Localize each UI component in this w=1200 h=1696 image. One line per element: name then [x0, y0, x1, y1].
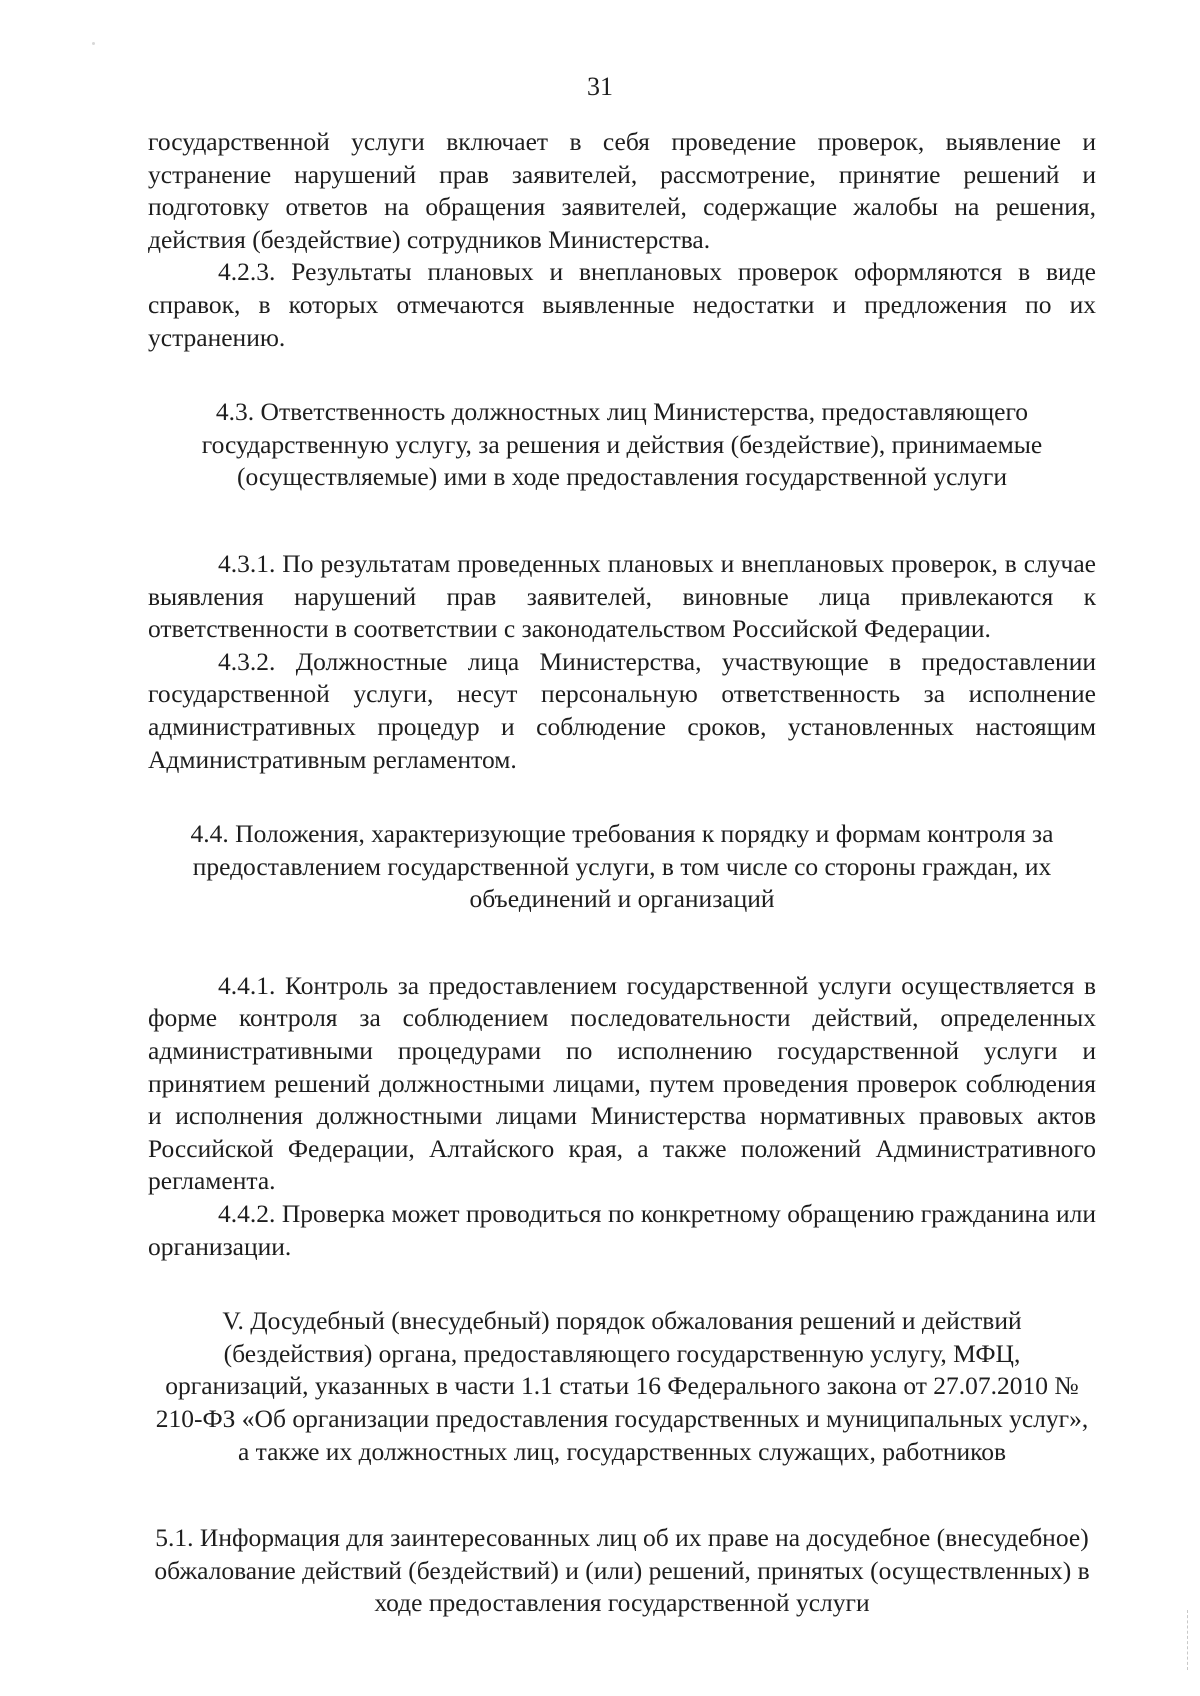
- section-heading-4-4: 4.4. Положения, характеризующие требования к порядку и формам контроля за предоставлением государственной услуги, в том числе со стороны граждан, их объединений и организаций: [190, 819, 1054, 914]
- paragraph-4-4-1: 4.4.1. Контроль за предоставлением государственной услуги осуществляется в форме контроля за соблюдением последовательности действий, определенных административными процедурами по исполнению государственной услуги и принятием решений должностными лицами, путем проведения проверок соблюдения и исполнения должностными лицами Министерства нормативных правовых актов Российской Федерации, Алтайского края, а также положений Административного регламента.: [148, 970, 1096, 1196]
- section-heading-4-3: 4.3. Ответственность должностных лиц Министерства, предоставляющего государственную услугу, за решения и действия (бездействие), принимаемые (осуществляемые) ими в ходе предоставления государственной услуги: [201, 397, 1043, 492]
- page-number: 31: [587, 72, 613, 101]
- paragraph-4-4-2: 4.4.2. Проверка может проводиться по конкретному обращению гражданина или организации.: [148, 1199, 1096, 1261]
- paragraph-4-2-3: 4.2.3. Результаты плановых и внеплановых проверок оформляются в виде справок, в которых отмечаются выявленные недостатки и предложения по их устранению.: [148, 257, 1096, 352]
- spacer: [148, 354, 1096, 396]
- spacer: [148, 494, 1096, 548]
- page-content: [148, 126, 1096, 1620]
- paragraph-4-3-2: 4.3.2. Должностные лица Министерства, участвующие в предоставлении государственной услуги, несут персональную ответственность за исполнение административных процедур и соблюдение сроков, установленных настоящим Административным регламентом.: [148, 646, 1096, 774]
- spacer: [148, 776, 1096, 818]
- spacer: [148, 916, 1096, 970]
- paragraph-continuation: государственной услуги включает в себя проведение проверок, выявление и устранение нарушений прав заявителей, рассмотрение, принятие решений и подготовку ответов на обращения заявителей, содержащие жалобы на решения, действия (бездействие) сотрудников Министерства.: [148, 127, 1096, 254]
- paragraph-4-3-1: 4.3.1. По результатам проведенных плановых и внеплановых проверок, в случае выявления нарушений прав заявителей, виновные лица привлекаются к ответственности в соответствии с законодательством Российской Федерации.: [148, 548, 1096, 644]
- spacer: [148, 1468, 1096, 1522]
- spacer: [148, 1263, 1096, 1305]
- section-heading-5-1: 5.1. Информация для заинтересованных лиц об их праве на досудебное (внесудебное) обжалование действий (бездействий) и (или) решений, принятых (осуществленных) в ходе предоставления государственной услуги: [154, 1523, 1090, 1618]
- scan-edge-mark: [1187, 1610, 1190, 1670]
- chapter-heading-V: V. Досудебный (внесудебный) порядок обжалования решений и действий (бездействия) органа, предоставляющего государственную услугу, МФЦ, организаций, указанных в части 1.1 статьи 16 Федерального закона от 27.07.2010 № 210-ФЗ «Об организации предоставления государственных и муниципальных услуг», а также их должностных лиц, государственных служащих, работников: [155, 1306, 1089, 1466]
- scan-speck: [92, 42, 95, 45]
